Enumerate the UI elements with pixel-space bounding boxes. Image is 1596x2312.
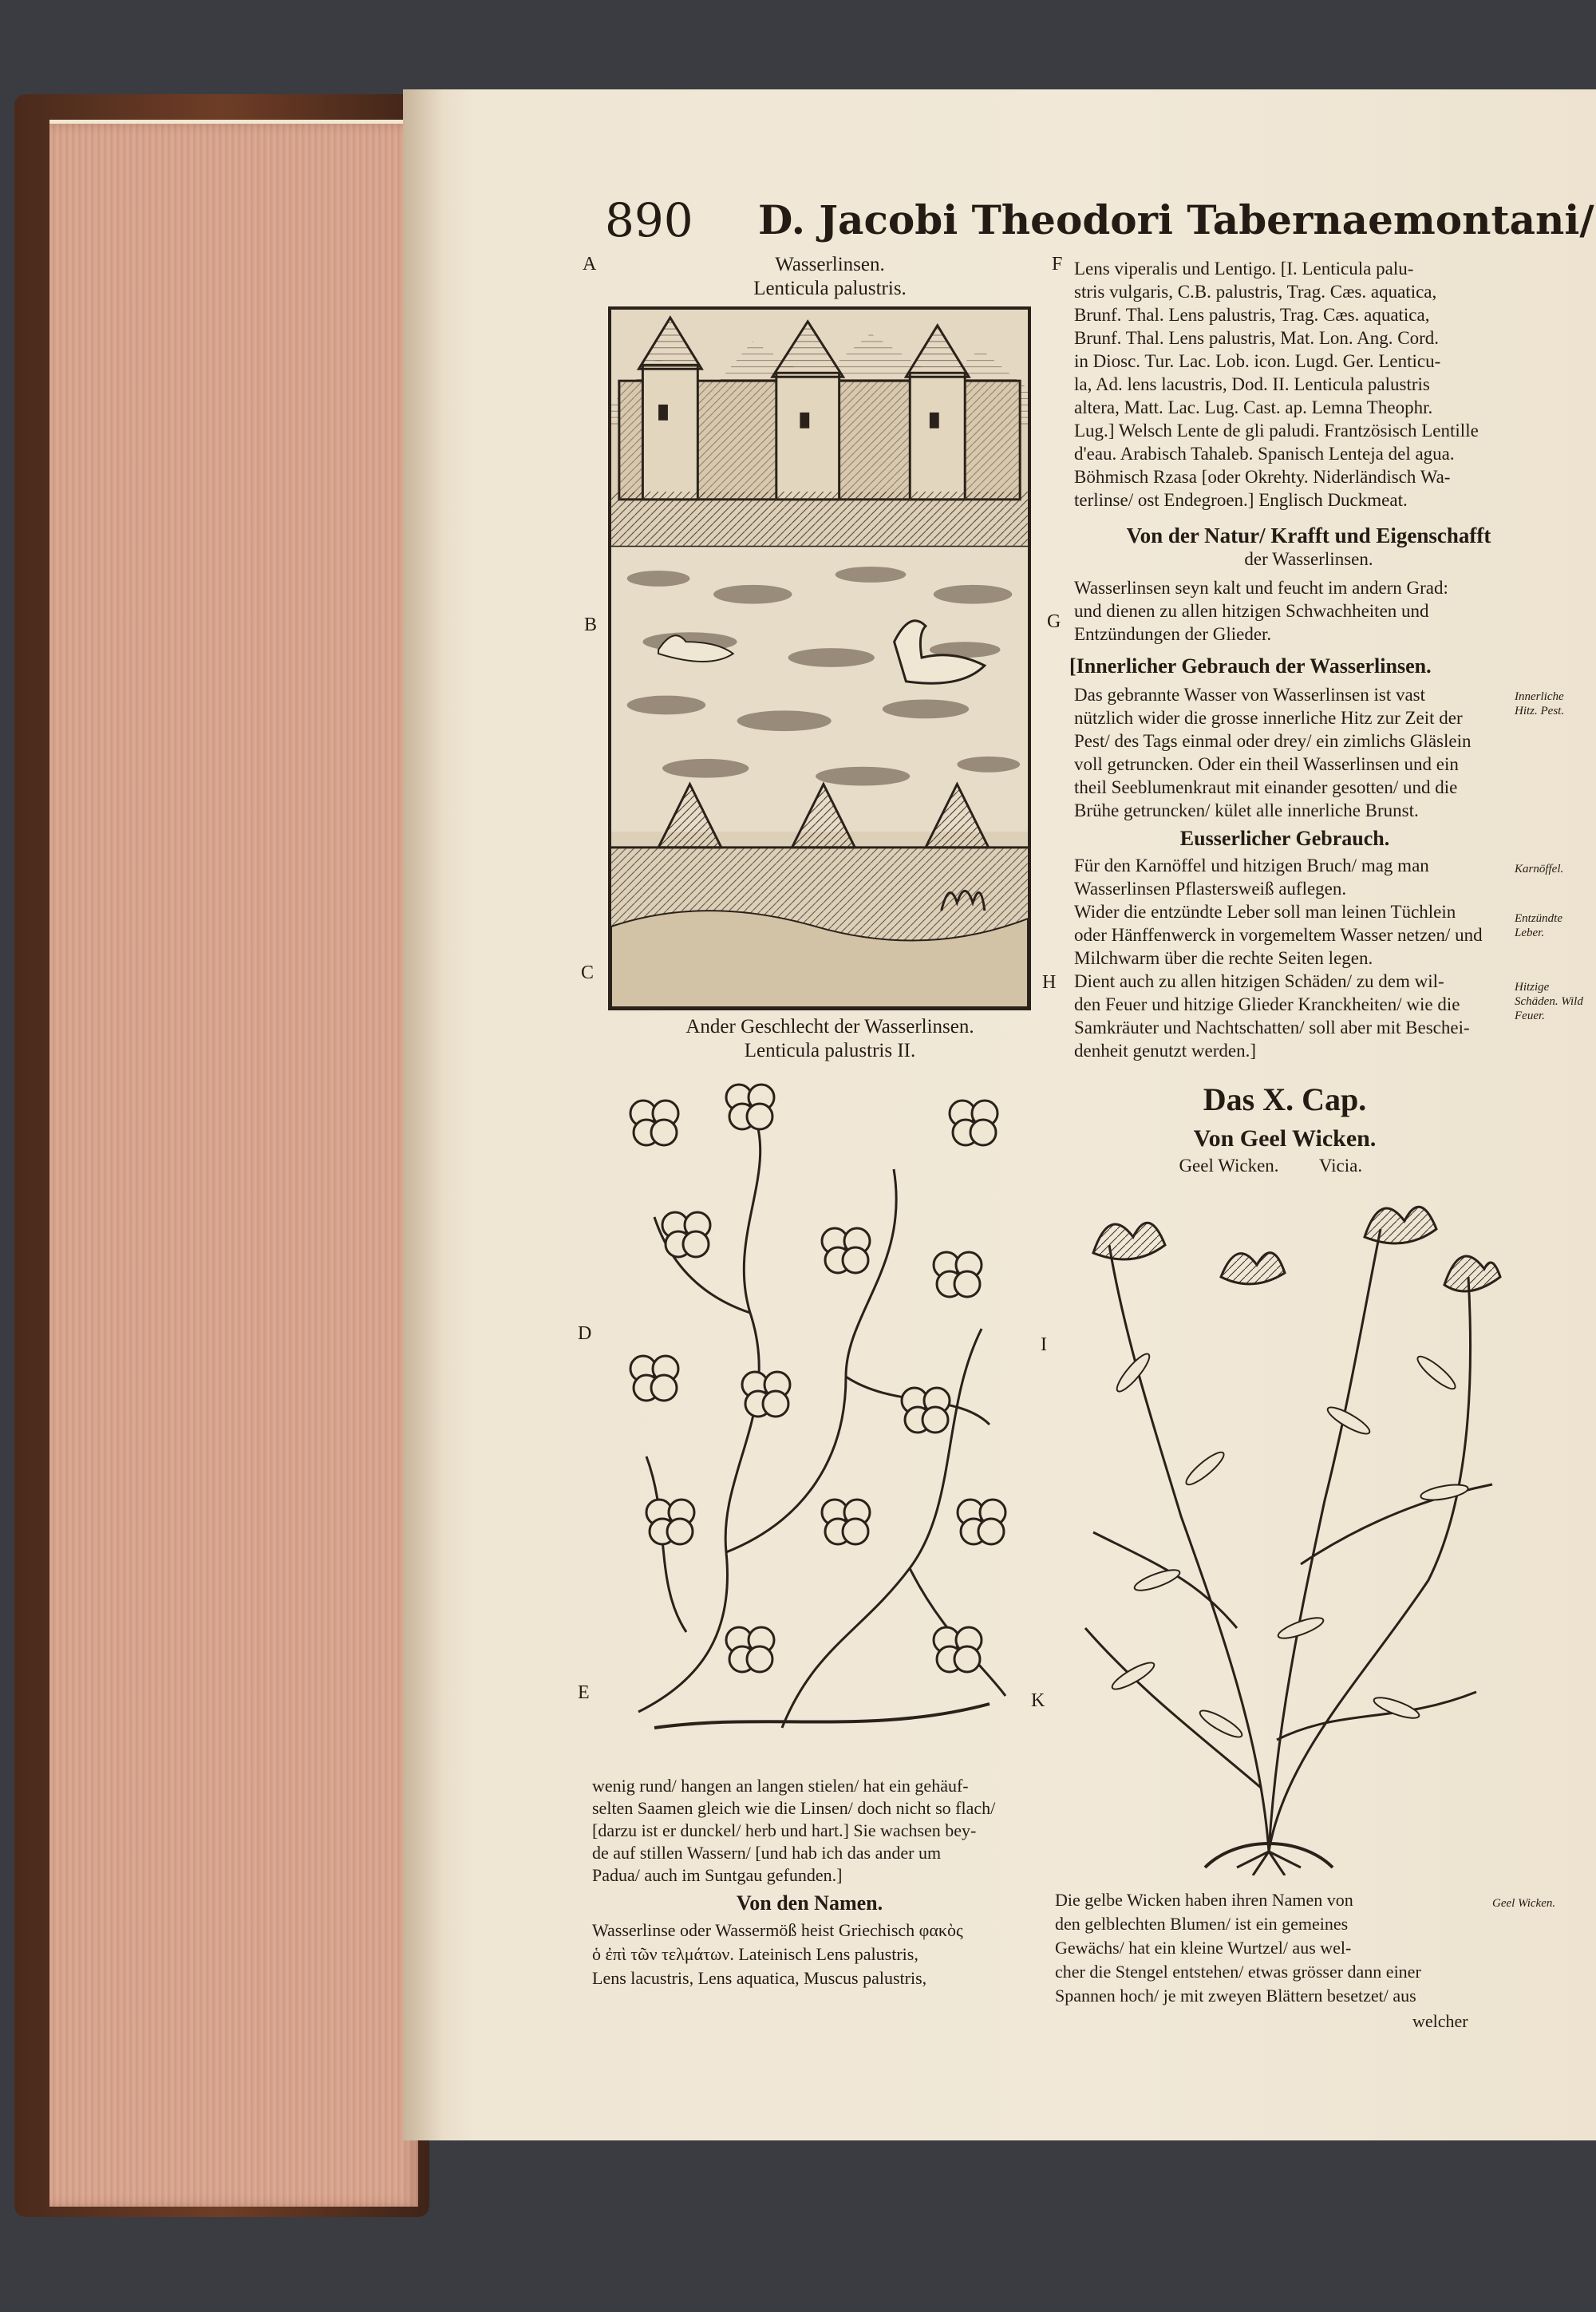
vicia-description-paragraph (1055, 1888, 1494, 2008)
figure1-caption-german: Wasserlinsen. (775, 254, 885, 275)
text-line: Wasserlinsen Pflastersweiß auflegen. (1074, 879, 1347, 899)
running-title: D. Jacobi Theodori Tabernaemontani/ (758, 196, 1594, 243)
text-line: wenig rund/ hangen an langen stielen/ hat ein gehäuf- (592, 1776, 969, 1796)
margin-letter-g: G (1047, 611, 1061, 632)
margin-letter-f: F (1052, 254, 1063, 275)
heading-namen: Von den Namen. (736, 1891, 883, 1915)
text-line: in Diosc. Tur. Lac. Lob. icon. Lugd. Ger. Lenticu- (1074, 351, 1441, 371)
text-line: [darzu ist er dunckel/ herb und hart.] Sie wachsen bey- (592, 1820, 977, 1840)
text-line: Brühe getruncken/ kület alle innerliche Brunst. (1074, 800, 1419, 820)
text-line: Gewächs/ hat ein kleine Wurtzel/ aus wel- (1055, 1938, 1352, 1958)
vicia-caption-german: Geel Wicken. (1179, 1156, 1279, 1176)
side-note-schaeden: Hitzige Schäden. Wild Feuer. (1515, 981, 1583, 1022)
text-line: Lens lacustris, Lens aquatica, Muscus palustris, (592, 1968, 927, 1988)
figure2-caption-german: Ander Geschlecht der Wasserlinsen. (685, 1016, 974, 1037)
margin-letter-c: C (581, 962, 595, 983)
text-line: Entzündungen der Glieder. (1074, 624, 1272, 644)
margin-letter-b: B (584, 615, 598, 635)
text-line: Brunf. Thal. Lens palustris, Trag. Cæs. aquatica, (1074, 305, 1430, 325)
namen-paragraph (592, 1919, 1027, 1990)
text-line: oder Hänffenwerck in vorgemeltem Wasser netzen/ und (1074, 925, 1483, 945)
heading-natur: Von der Natur/ Krafft und Eigenschafft (1126, 524, 1491, 547)
side-note-innerliche-hitz: Innerliche Hitz. Pest. (1515, 690, 1565, 717)
gutter-shadow (403, 89, 443, 2140)
margin-letter-h: H (1042, 972, 1057, 993)
text-line: Für den Karnöffel und hitzigen Bruch/ mag man (1074, 856, 1429, 875)
margin-letter-k: K (1031, 1690, 1045, 1711)
text-line: selten Saamen gleich wie die Linsen/ doch nicht so flach/ (592, 1798, 996, 1818)
margin-letter-i: I (1041, 1334, 1047, 1355)
text-line: cher die Stengel entstehen/ etwas grösser dann einer (1055, 1962, 1421, 1982)
text-line: Spannen hoch/ je mit zweyen Blättern besetzet/ aus (1055, 1986, 1416, 2006)
natur-paragraph (1074, 576, 1537, 646)
text-line: Dient auch zu allen hitzigen Schäden/ zu dem wil- (1074, 971, 1444, 991)
text-line: stris vulgaris, C.B. palustris, Trag. Cæs. aquatica, (1074, 282, 1437, 302)
text-line: la, Ad. lens lacustris, Dod. II. Lenticula palustris (1074, 374, 1430, 394)
text-line: denheit genutzt werden.] (1074, 1041, 1256, 1061)
heading-innerlich: [Innerlicher Gebrauch der Wasserlinsen. (1069, 654, 1432, 678)
heading-natur-sub: der Wasserlinsen. (1244, 549, 1373, 569)
text-line: und dienen zu allen hitzigen Schwachheiten und (1074, 601, 1429, 621)
chapter-title: Das X. Cap. (1203, 1081, 1367, 1117)
woodcut-vicia-plant (1061, 1181, 1508, 1875)
lenticula-plant-illustration (606, 1073, 1021, 1768)
side-note-geel-wicken: Geel Wicken. (1492, 1897, 1556, 1910)
continuation-paragraph (592, 1775, 1027, 1887)
text-line: Padua/ auch im Suntgau gefunden.] (592, 1865, 843, 1885)
text-line: Brunf. Thal. Lens palustris, Mat. Lon. Ang. Cord. (1074, 328, 1439, 348)
text-line: Böhmisch Rzasa [oder Okrehty. Niderländisch Wa- (1074, 467, 1451, 487)
innerlich-paragraph (1074, 683, 1513, 822)
text-line: d'eau. Arabisch Tahaleb. Spanisch Lenteja del agua. (1074, 444, 1455, 464)
page-number: 890 (605, 193, 693, 247)
figure1-caption-latin: Lenticula palustris. (753, 278, 907, 299)
text-line: Das gebrannte Wasser von Wasserlinsen ist vast (1074, 685, 1426, 705)
margin-letter-a: A (583, 254, 597, 275)
woodcut-lenticula-plant (606, 1073, 1021, 1768)
text-line: Wasserlinsen seyn kalt und feucht im andern Grad: (1074, 578, 1448, 598)
lake-scene-illustration (611, 310, 1028, 1007)
text-line: Wasserlinse oder Wassermöß heist Griechisch φακὸς (592, 1920, 963, 1940)
catchword: welcher (1412, 2011, 1468, 2031)
text-line: ὁ ἐπὶ τῶν τελμάτων. Lateinisch Lens palustris, (592, 1944, 918, 1964)
page-block-edge (49, 124, 418, 2207)
text-line: Lug.] Welsch Lente de gli paludi. Frantzösisch Lentille (1074, 421, 1479, 441)
side-note-karnoeffel: Karnöffel. (1515, 863, 1564, 875)
chapter-subtitle: Von Geel Wicken. (1193, 1125, 1377, 1152)
text-line: altera, Matt. Lac. Lug. Cast. ap. Lemna Theophr. (1074, 397, 1433, 417)
text-line: de auf stillen Wassern/ [und hab ich das ander um (592, 1843, 942, 1863)
eusserlich-paragraph (1074, 854, 1513, 1062)
side-note-leber: Entzündte Leber. (1515, 912, 1562, 939)
text-line: nützlich wider die grosse innerliche Hitz zur Zeit der (1074, 708, 1463, 728)
text-line: theil Seeblumenkraut mit einander gesotten/ und die (1074, 777, 1458, 797)
text-line: Die gelbe Wicken haben ihren Namen von (1055, 1890, 1353, 1910)
text-line: Pest/ des Tags einmal oder drey/ ein zimlichs Gläslein (1074, 731, 1472, 751)
text-line: den gelblechten Blumen/ ist ein gemeines (1055, 1914, 1349, 1934)
vicia-plant-illustration (1061, 1181, 1508, 1875)
text-line: Lens viperalis und Lentigo. [I. Lenticula palu- (1074, 259, 1414, 279)
text-line: Wider die entzündte Leber soll man leinen Tüchlein (1074, 902, 1456, 922)
margin-letter-e: E (578, 1682, 590, 1703)
text-line: voll getruncken. Oder ein theil Wasserlinsen und ein (1074, 754, 1459, 774)
heading-eusserlich: Eusserlicher Gebrauch. (1179, 827, 1390, 850)
text-line: terlinse/ ost Endegroen.] Englisch Duckmeat. (1074, 490, 1408, 510)
vicia-caption-latin: Vicia. (1318, 1156, 1363, 1176)
names-paragraph (1074, 257, 1537, 512)
woodcut-lake-scene (608, 306, 1031, 1010)
text-line: Samkräuter und Nachtschatten/ soll aber mit Beschei- (1074, 1018, 1470, 1037)
text-line: den Feuer und hitzige Glieder Kranckheiten/ wie die (1074, 994, 1460, 1014)
text-line: Milchwarm über die rechte Seiten legen. (1074, 948, 1373, 968)
margin-letter-d: D (578, 1323, 592, 1344)
figure2-caption-latin: Lenticula palustris II. (744, 1040, 916, 1061)
